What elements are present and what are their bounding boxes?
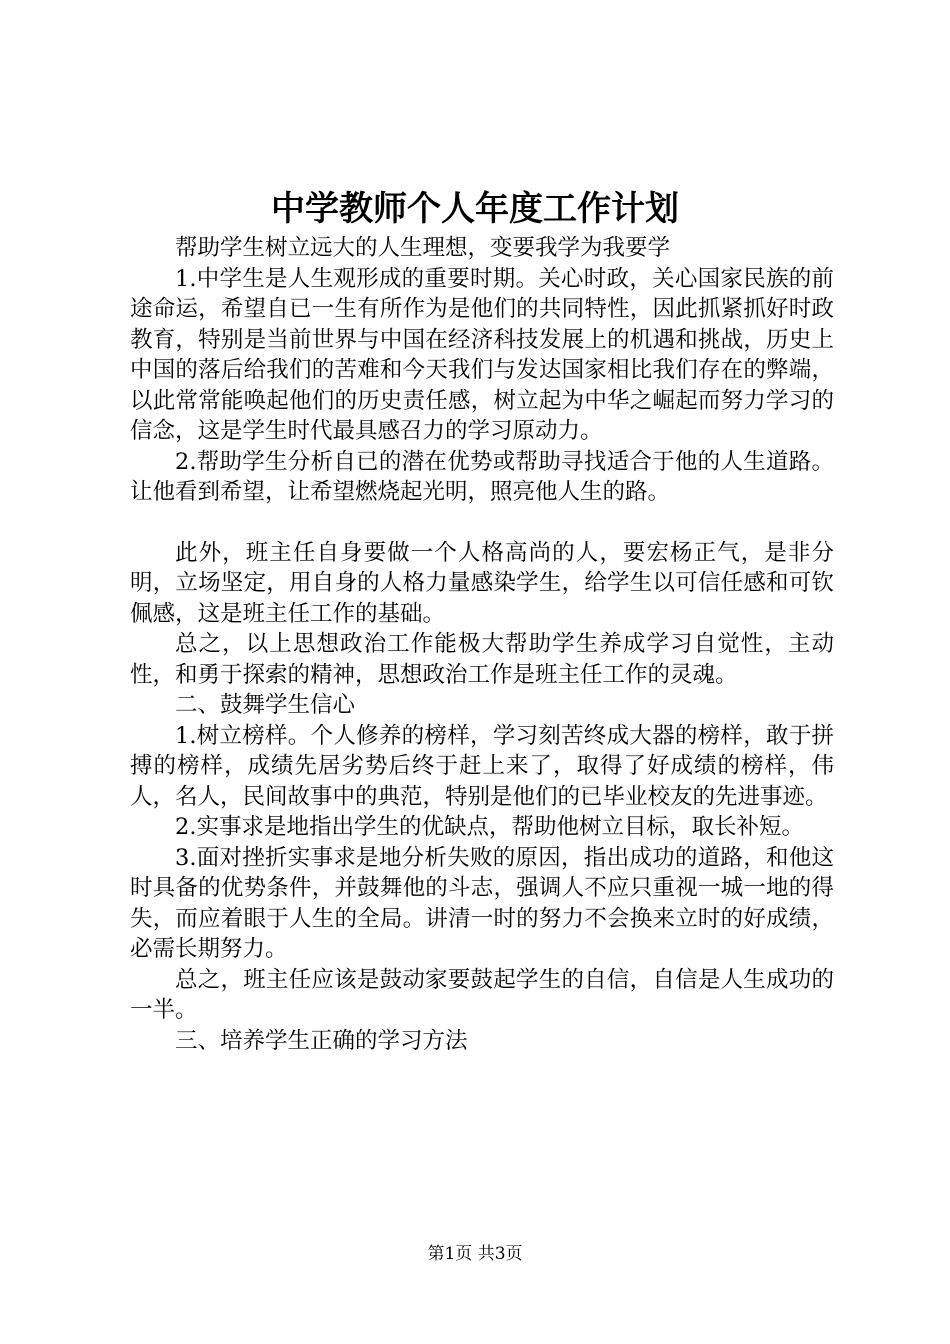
paragraph-section2-item-1: 1.树立榜样。个人修养的榜样，学习刻苦终成大器的榜样，敢于拼搏的榜样，成绩先居劣势后终于赶上来了，取得了好成绩的榜样，伟人，名人，民间故事中的典范，特别是他们的已毕业校友的先进事迹。 — [130, 722, 834, 810]
paragraph-item-2: 2.帮助学生分析自已的潜在优势或帮助寻找适合于他的人生道路。让他看到希望，让希望燃烧起光明，照亮他人生的路。 — [130, 448, 834, 505]
paragraph-besides: 此外，班主任自身要做一个人格高尚的人，要宏杨正气，是非分明，立场坚定，用自身的人格力量感染学生，给学生以可信任感和可钦佩感，这是班主任工作的基础。 — [130, 539, 834, 627]
document-title: 中学教师个人年度工作计划 — [271, 189, 679, 229]
paragraph-intro: 帮助学生树立远大的人生理想，变要我学为我要学 — [175, 235, 671, 261]
paragraph-section2-item-3: 3.面对挫折实事求是地分析失败的原因，指出成功的道路，和他这时具备的优势条件，并鼓舞他的斗志，强调人不应只重视一城一地的得失，而应着眼于人生的全局。讲清一时的努力不会换来立时的好成绩，必需长期努力。 — [130, 844, 834, 962]
page-footer: 第1页 共3页 — [427, 1244, 523, 1264]
paragraph-section2-item-2: 2.实事求是地指出学生的优缺点，帮助他树立目标，取长补短。 — [175, 814, 804, 840]
paragraph-summary-1: 总之，以上思想政治工作能极大帮助学生养成学习自觉性，主动性，和勇于探索的精神，思想政治工作是班主任工作的灵魂。 — [130, 631, 834, 688]
section-heading-3: 三、培养学生正确的学习方法 — [175, 1027, 468, 1054]
section-heading-2: 二、鼓舞学生信心 — [175, 692, 356, 718]
paragraph-summary-2: 总之，班主任应该是鼓动家要鼓起学生的自信，自信是人生成功的一半。 — [130, 966, 834, 1023]
document-body — [130, 233, 834, 1056]
paragraph-item-1: 1.中学生是人生观形成的重要时期。关心时政，关心国家民族的前途命运，希望自已一生有所作为是他们的共同特性，因此抓紧抓好时政教育，特别是当前世界与中国在经济科技发展上的机遇和挑战，历史上中国的落后给我们的苦难和今天我们与发达国家相比我们存在的弊端，以此常常能唤起他们的历史责任感，树立起为中华之崛起而努力学习的信念，这是学生时代最具感召力的学习原动力。 — [130, 265, 834, 444]
